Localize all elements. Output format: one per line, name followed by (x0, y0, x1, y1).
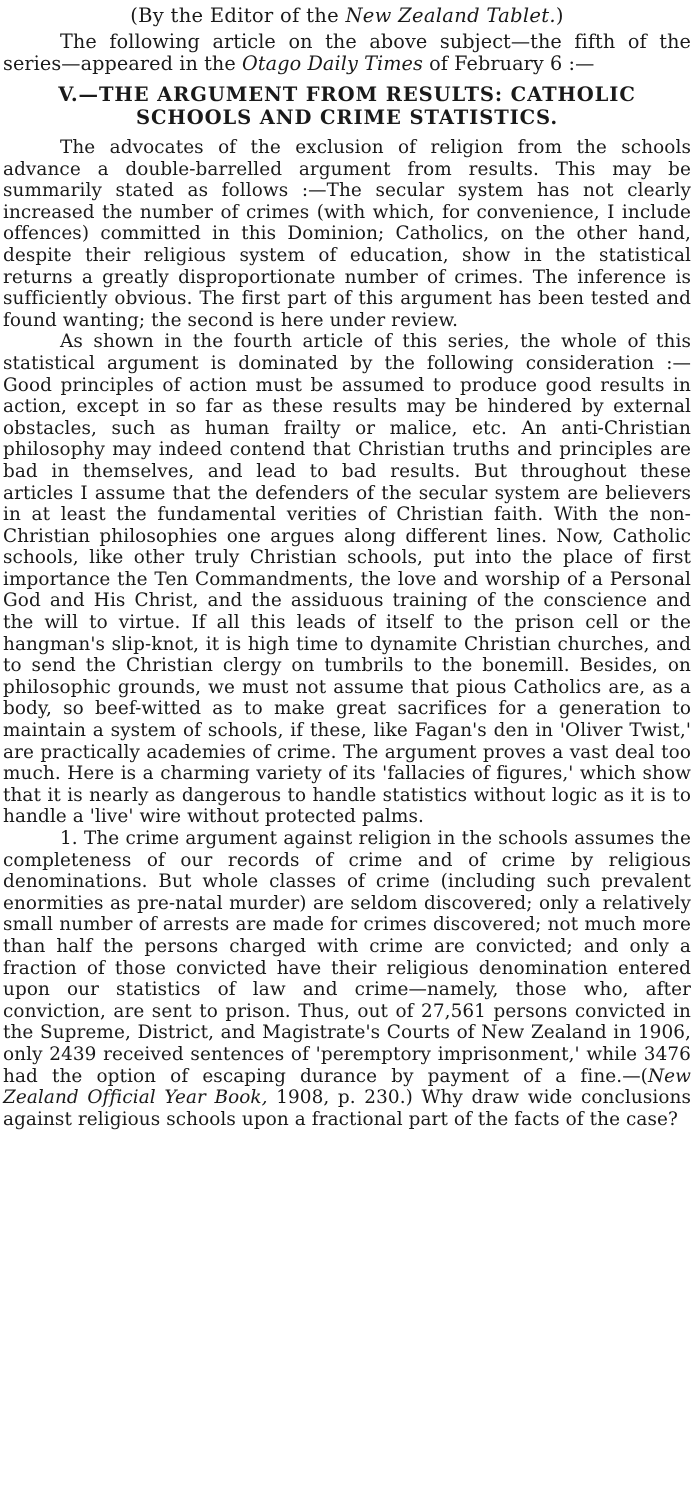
paragraph-3 (3, 828, 691, 1130)
intro-newspaper: Otago Daily Times (242, 52, 423, 75)
heading-line-2: SCHOOLS AND CRIME STATISTICS. (135, 106, 559, 129)
byline-suffix: ) (555, 4, 564, 27)
paragraph-3-source: New Zealand Official Year Book, (3, 1065, 691, 1109)
byline-publication: New Zealand Tablet. (345, 4, 556, 27)
heading-line-1: V.—THE ARGUMENT FROM RESULTS: CATHOLIC (58, 83, 636, 106)
article-heading (3, 83, 691, 129)
paragraph-3-main: 1. The crime argument against religion in the schools assumes the completeness of our records of crime and of crime by religious denominations. But whole classes of crime (including such prevalent enormities as pre-natal murder) are seldom discovered; only a relatively small number of arrests are made for crimes discovered; not much more than half the persons charged with crime are convicted; and only a fraction of those convicted have their religious denomination entered upon our statistics of law and crime—namely, those who, after conviction, are sent to prison. Thus, out of 27,561 persons convicted in the Supreme, District, and Magistrate's Courts of New Zealand in 1906, only 2439 received sentences of 'peremptory imprisonment,' while 3476 had the option of escaping durance by payment of a fine.—( (3, 828, 691, 1087)
intro-prefix: The following article on the above subject—the fifth of the series—appeared in the (3, 30, 691, 75)
paragraph-1: The advocates of the exclusion of religion from the schools advance a double-barrelled argument from results. This may be summarily stated as follows :—The secular system has not clearly increased the number of crimes (with which, for convenience, I include offences) committed in this Dominion; Catholics, on the other hand, despite their religious system of education, show in the statistical returns a greatly disproportionate number of crimes. The inference is sufficiently obvious. The first part of this argument has been tested and found wanting; the second is here under review. (3, 137, 691, 331)
intro-paragraph (3, 31, 691, 75)
byline (3, 4, 691, 27)
paragraph-3-end: 1908, p. 230.) Why draw wide conclusions against religious schools upon a fractional part of the facts of the case? (3, 1087, 691, 1130)
paragraph-2: As shown in the fourth article of this series, the whole of this statistical argument is dominated by the following consideration :—Good principles of action must be assumed to produce good results in action, except in so far as these results may be hindered by external obstacles, such as human frailty or malice, etc. An anti-Christian philosophy may indeed contend that Christian truths and principles are bad in themselves, and lead to bad results. But throughout these articles I assume that the defenders of the secular system are believers in at least the fundamental verities of Christian faith. With the non-Christian philosophies one argues along different lines. Now, Catholic schools, like other truly Christian schools, put into the place of first importance the Ten Commandments, the love and worship of a Personal God and His Christ, and the assiduous training of the conscience and the will to virtue. If all this leads of itself to the prison cell or the hangman's slip-knot, it is high time to dynamite Christian churches, and to send the Christian clergy on tumbrils to the bonemill. Besides, on philosophic grounds, we must not assume that pious Catholics are, as a body, so beef-witted as to make great sacrifices for a generation to maintain a system of schools, if these, like Fagan's den in 'Oliver Twist,' are practically academies of crime. The argument proves a vast deal too much. Here is a charming variety of its 'fallacies of figures,' which show that it is nearly as dangerous to handle statistics without logic as it is to handle a 'live' wire without protected palms. (3, 331, 691, 828)
byline-prefix: (By the Editor of the (130, 4, 346, 27)
intro-suffix: of February 6 :— (422, 52, 595, 75)
